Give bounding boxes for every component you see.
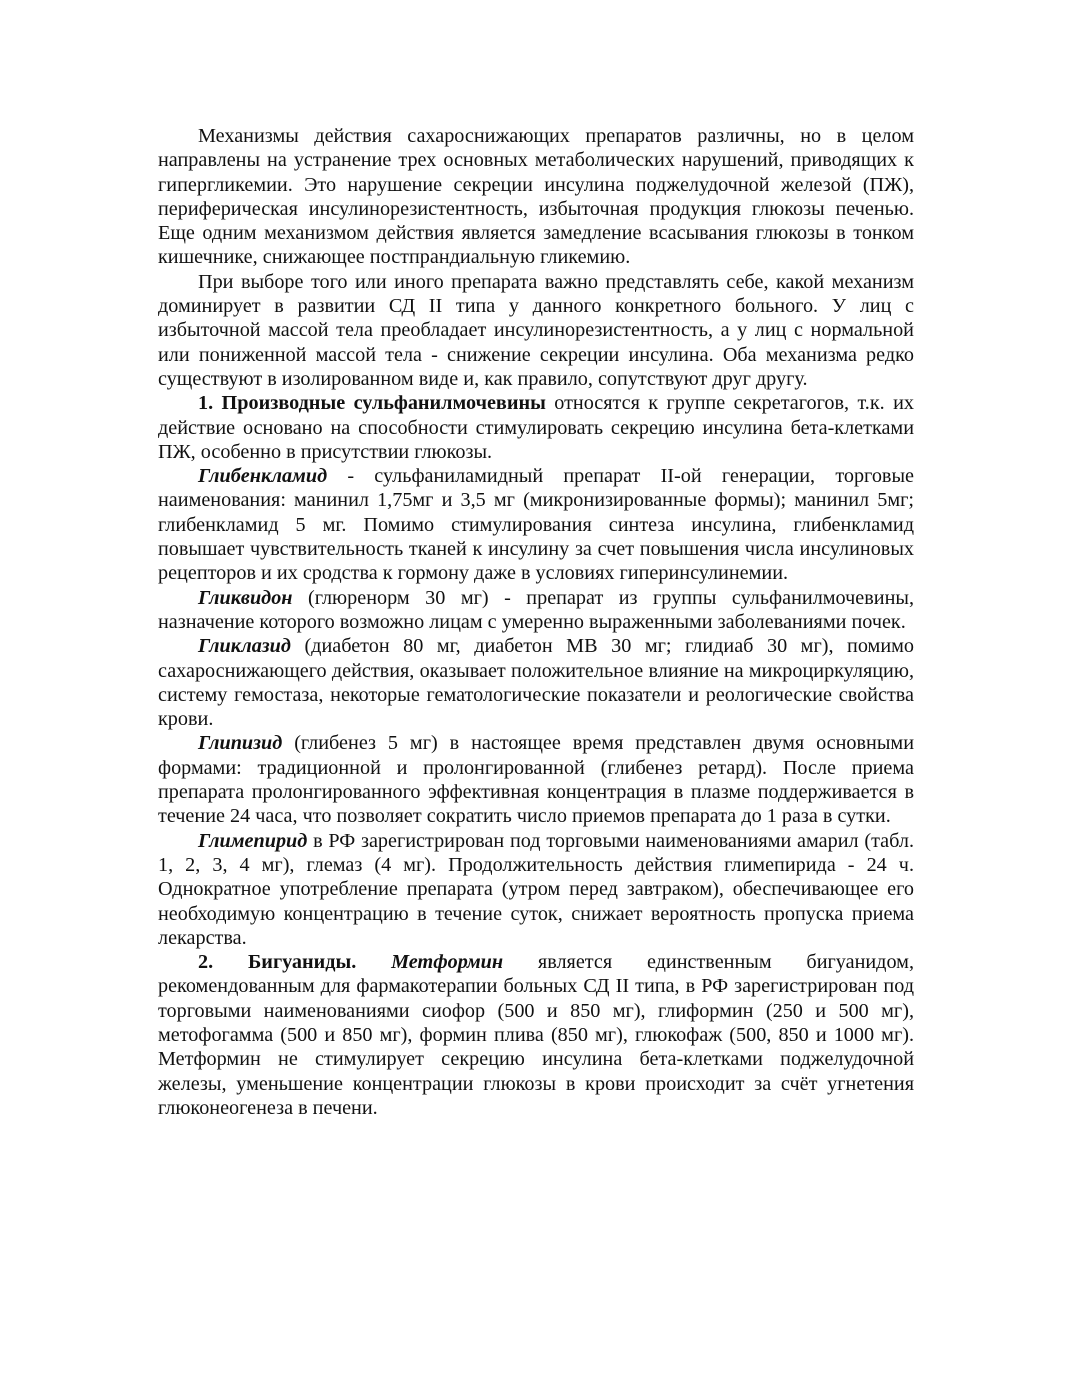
paragraph-gliquidone: [158, 586, 914, 635]
text-run: [356, 951, 391, 973]
text-run: (глюренорм 30 мг) - препарат из группы сульфанилмочевины, назначение которого возможно лицам с умеренно выраженными заболеваниями почек.: [158, 586, 914, 633]
text-run: Механизмы действия сахароснижающих препаратов различны, но в целом направлены на устранение трех основных метаболических нарушений, приводящих к гипергликемии. Это нарушение секреции инсулина поджелудочной железой (ПЖ), периферическая инсулинорезистентность, избыточная продукция глюкозы печенью. Еще одним механизмом действия является замедление всасывания глюкозы в тонком кишечнике, снижающее постпрандиальную гликемию.: [158, 125, 914, 269]
paragraph-mechanisms: [158, 124, 914, 270]
drug-name: Глипизид: [198, 732, 283, 755]
paragraph-biguanides: [158, 950, 914, 1120]
drug-name: Гликлазид: [198, 635, 291, 658]
paragraph-sulfonylureas: [158, 391, 914, 464]
drug-name: Метформин: [391, 951, 504, 974]
text-run: - сульфаниламидный препарат II-ой генерации, торговые наименования: манинил 1,75мг и 3,5 мг (микронизированные формы); манинил 5мг; глибенкламид 5 мг. Помимо стимулирования синтеза инсулина, глибенкламид повышает чувствительность тканей к инсулину за счет повышения числа инсулиновых рецепторов и их сродства к гормону даже в условиях гиперинсулинемии.: [158, 465, 914, 585]
paragraph-drug-choice: [158, 270, 914, 391]
text-run: При выборе того или иного препарата важно представлять себе, какой механизм доминирует в развитии СД II типа у данного конкретного больного. У лиц с избыточной массой тела преобладает инсулинорезистентность, а у лиц с нормальной или пониженной массой тела - снижение секреции инсулина. Оба механизма редко существуют в изолированном виде и, как правило, сопутствуют друг другу.: [158, 270, 914, 390]
section-heading: 2. Бигуаниды.: [198, 951, 357, 974]
text-run: в РФ зарегистрирован под торговыми наименованиями амарил (табл. 1, 2, 3, 4 мг), глемаз (4 мг). Продолжительность действия глимепирида - 24 ч. Однократное употребление препарата (утром перед завтраком), обеспечивающее его необходимую концентрацию в течение суток, снижает вероятность пропуска приема лекарства.: [158, 829, 914, 949]
text-run: (глибенез 5 мг) в настоящее время представлен двумя основными формами: традиционной и пролонгированной (глибенез ретард). После приема препарата пролонгированного эффективная концентрация в плазме поддерживается в течение 24 часа, что позволяет сократить число приемов препарата до 1 раза в сутки.: [158, 732, 914, 828]
drug-name: Гликвидон: [198, 586, 293, 609]
paragraph-gliclazide: [158, 634, 914, 731]
drug-name: Глибенкламид: [198, 465, 328, 488]
section-heading: 1. Производные сульфанилмочевины: [198, 392, 546, 415]
text-run: является единственным бигуанидом, рекомендованным для фармакотерапии больных СД II типа, в РФ зарегистрирован под торговыми наименованиями сиофор (500 и 850 мг), глиформин (250 и 500 мг), метофогамма (500 и 850 мг), формин плива (850 мг), глюкофаж (500, 850 и 1000 мг). Метформин не стимулирует секрецию инсулина бета-клетками поджелудочной железы, уменьшение концентрации глюкозы в крови происходит за счёт угнетения глюконеогенеза в печени.: [158, 951, 914, 1119]
text-run: относятся к группе секретагогов, т.к. их действие основано на способности стимулировать секрецию инсулина бета-клетками ПЖ, особенно в присутствии глюкозы.: [158, 392, 914, 463]
text-run: (диабетон 80 мг, диабетон МВ 30 мг; глидиаб 30 мг), помимо сахароснижающего действия, оказывает положительное влияние на микроциркуляцию, систему гемостаза, некоторые гематологические показатели и реологические свойства крови.: [158, 635, 914, 731]
paragraph-glipizide: [158, 731, 914, 828]
paragraph-glimepiride: [158, 829, 914, 950]
drug-name: Глимепирид: [198, 829, 308, 852]
document-page: [158, 124, 914, 1120]
paragraph-glibenclamide: [158, 464, 914, 585]
